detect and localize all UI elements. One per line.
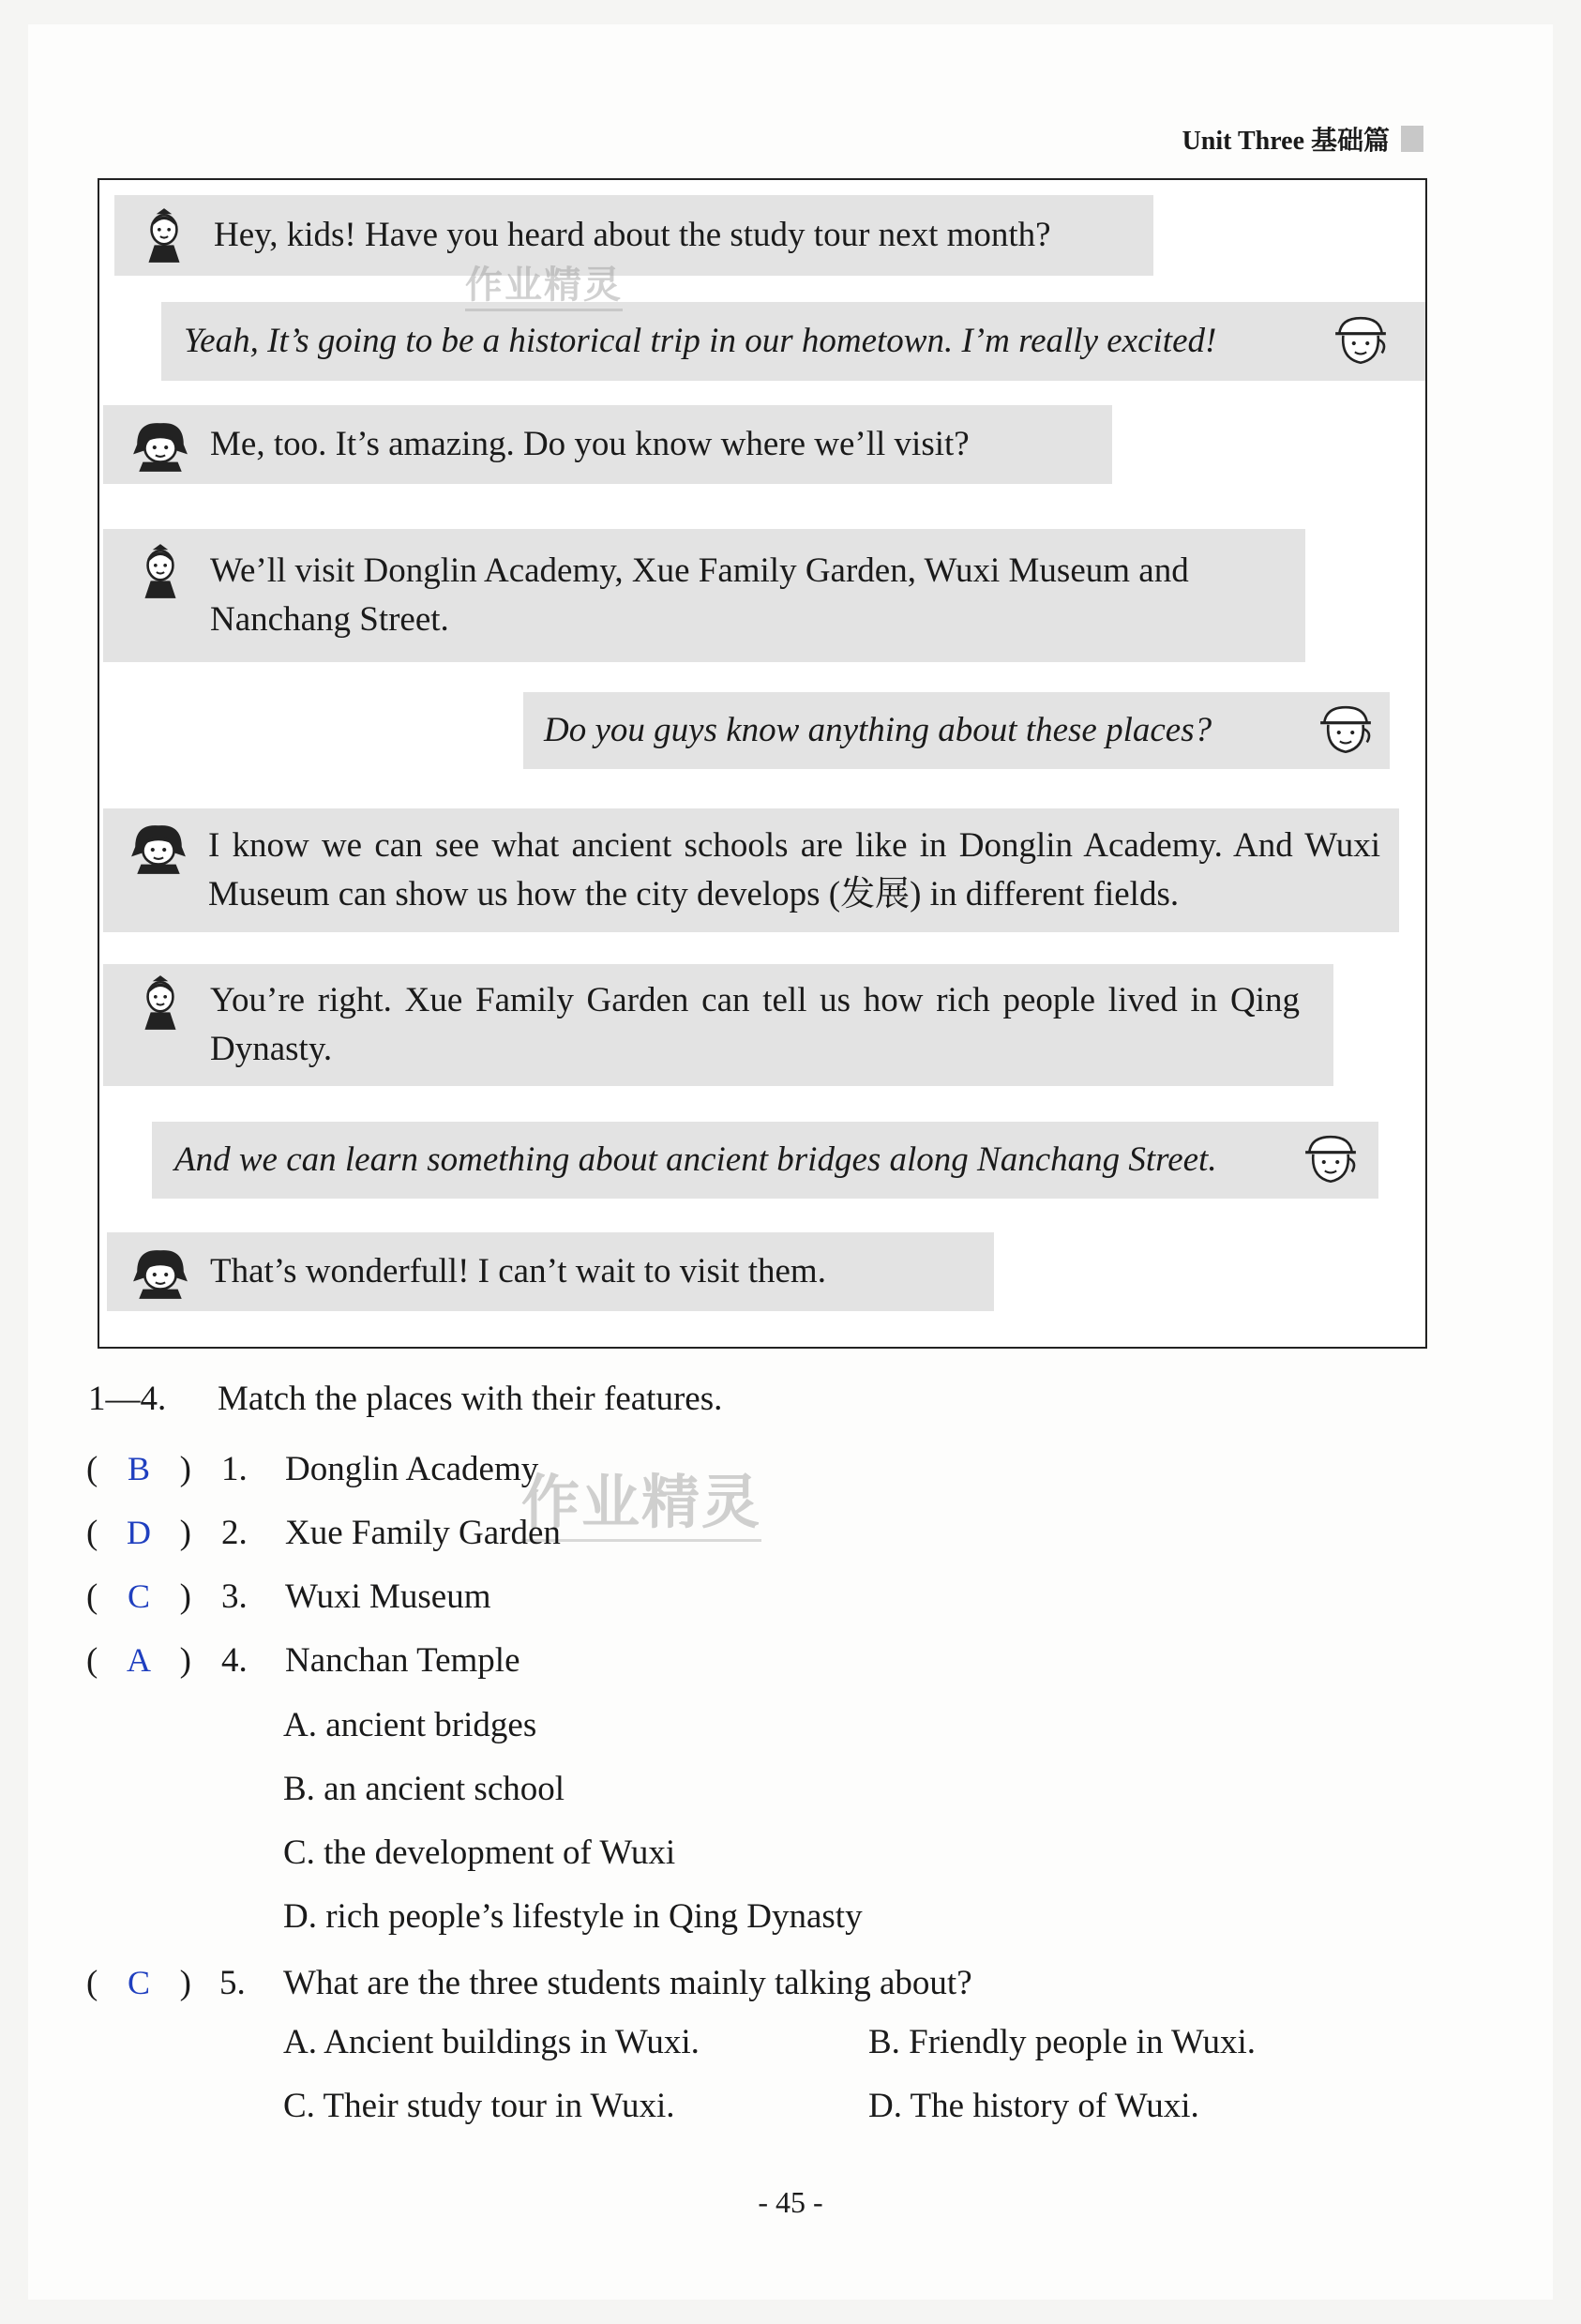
- q5-option-c: C. Their study tour in Wuxi.: [283, 2087, 675, 2125]
- dialogue-text: And we can learn something about ancient bridges along Nanchang Street.: [174, 1140, 1217, 1179]
- dialogue-line-1: [114, 195, 1153, 276]
- question-number: 1.: [221, 1449, 248, 1488]
- answer-value: D: [127, 1514, 151, 1551]
- answer-value: C: [127, 1577, 150, 1615]
- question-number: 4.: [221, 1640, 248, 1680]
- feature-option-c: C. the development of Wuxi: [283, 1834, 676, 1872]
- header-marker: [1401, 126, 1423, 152]
- question-2: [86, 1508, 561, 1557]
- q5-option-d: D. The history of Wuxi.: [868, 2087, 1199, 2125]
- q5-option-b: B. Friendly people in Wuxi.: [868, 2023, 1257, 2061]
- question-3: [86, 1572, 490, 1621]
- page-number: - 45 -: [758, 2185, 823, 2219]
- dialogue-text: Yeah, It’s going to be a historical trip in our hometown. I’m really excited!: [184, 322, 1217, 360]
- girl-hair-avatar-icon: [131, 415, 189, 474]
- question-text: Donglin Academy: [285, 1449, 539, 1488]
- watermark: 作业精灵: [521, 1456, 761, 1542]
- feature-option-a: A. ancient bridges: [283, 1706, 537, 1744]
- answer-blank[interactable]: ( C ): [86, 1577, 191, 1616]
- dialogue-line-7: [103, 964, 1333, 1086]
- dialogue-line-4: [103, 529, 1305, 662]
- answer-value: C: [127, 1964, 150, 2001]
- question-range: 1—4.: [88, 1380, 167, 1418]
- dialogue-box: [98, 178, 1427, 1349]
- instruction-text: Match the places with their features.: [218, 1380, 723, 1418]
- dialogue-text: I know we can see what ancient schools are like in Donglin Academy. And Wuxi Museum can show us how the city develops (发展) in different fields.: [208, 826, 1380, 913]
- question-number: 5.: [219, 1963, 246, 2002]
- girl-hair-avatar-icon: [131, 1243, 189, 1301]
- answer-blank[interactable]: ( A ): [86, 1640, 191, 1680]
- question-text: What are the three students mainly talking about?: [283, 1963, 972, 2002]
- dialogue-text: Hey, kids! Have you heard about the study tour next month?: [214, 216, 1051, 254]
- girl-hat-avatar-icon: [1332, 312, 1390, 370]
- dialogue-text: That’s wonderfull! I can’t wait to visit them.: [210, 1252, 826, 1290]
- question-number: 3.: [221, 1577, 248, 1616]
- watermark: 作业精灵: [465, 255, 623, 311]
- question-4: [86, 1636, 520, 1684]
- boy-avatar-icon: [131, 973, 189, 1032]
- question-number: 2.: [221, 1513, 248, 1552]
- dialogue-line-3: [103, 405, 1112, 484]
- dialogue-text: Do you guys know anything about these places?: [544, 711, 1212, 749]
- header-title: Unit Three 基础篇: [1182, 127, 1390, 156]
- feature-option-b: B. an ancient school: [283, 1770, 565, 1808]
- dialogue-line-2: [161, 302, 1425, 381]
- girl-hat-avatar-icon: [1317, 702, 1375, 760]
- q5-option-a: A. Ancient buildings in Wuxi.: [283, 2023, 700, 2061]
- answer-value: A: [127, 1641, 151, 1679]
- question-text: Wuxi Museum: [285, 1577, 491, 1616]
- dialogue-line-6: [103, 808, 1399, 932]
- answer-blank[interactable]: ( B ): [86, 1449, 191, 1488]
- boy-avatar-icon: [131, 542, 189, 600]
- question-1: [86, 1444, 538, 1493]
- feature-option-d: D. rich people’s lifestyle in Qing Dynasty: [283, 1897, 863, 1936]
- question-instruction: [88, 1379, 722, 1419]
- dialogue-line-8: [152, 1122, 1378, 1199]
- question-text: Nanchan Temple: [285, 1640, 520, 1680]
- dialogue-text: We’ll visit Donglin Academy, Xue Family Garden, Wuxi Museum and Nanchang Street.: [210, 551, 1189, 639]
- dialogue-line-5: [523, 692, 1390, 769]
- dialogue-text: You’re right. Xue Family Garden can tell us how rich people lived in Qing Dynasty.: [210, 981, 1300, 1068]
- dialogue-line-9: [107, 1232, 994, 1311]
- dialogue-text: Me, too. It’s amazing. Do you know where we’ll visit?: [210, 425, 970, 463]
- question-5: [86, 1958, 972, 2007]
- answer-blank[interactable]: ( C ): [86, 1963, 191, 2002]
- boy-avatar-icon: [135, 206, 193, 264]
- answer-blank[interactable]: ( D ): [86, 1513, 191, 1552]
- page-header: [1182, 120, 1423, 158]
- answer-value: B: [127, 1450, 150, 1487]
- girl-hair-avatar-icon: [129, 818, 188, 876]
- girl-hat-avatar-icon: [1302, 1131, 1360, 1189]
- question-text: Xue Family Garden: [285, 1513, 561, 1552]
